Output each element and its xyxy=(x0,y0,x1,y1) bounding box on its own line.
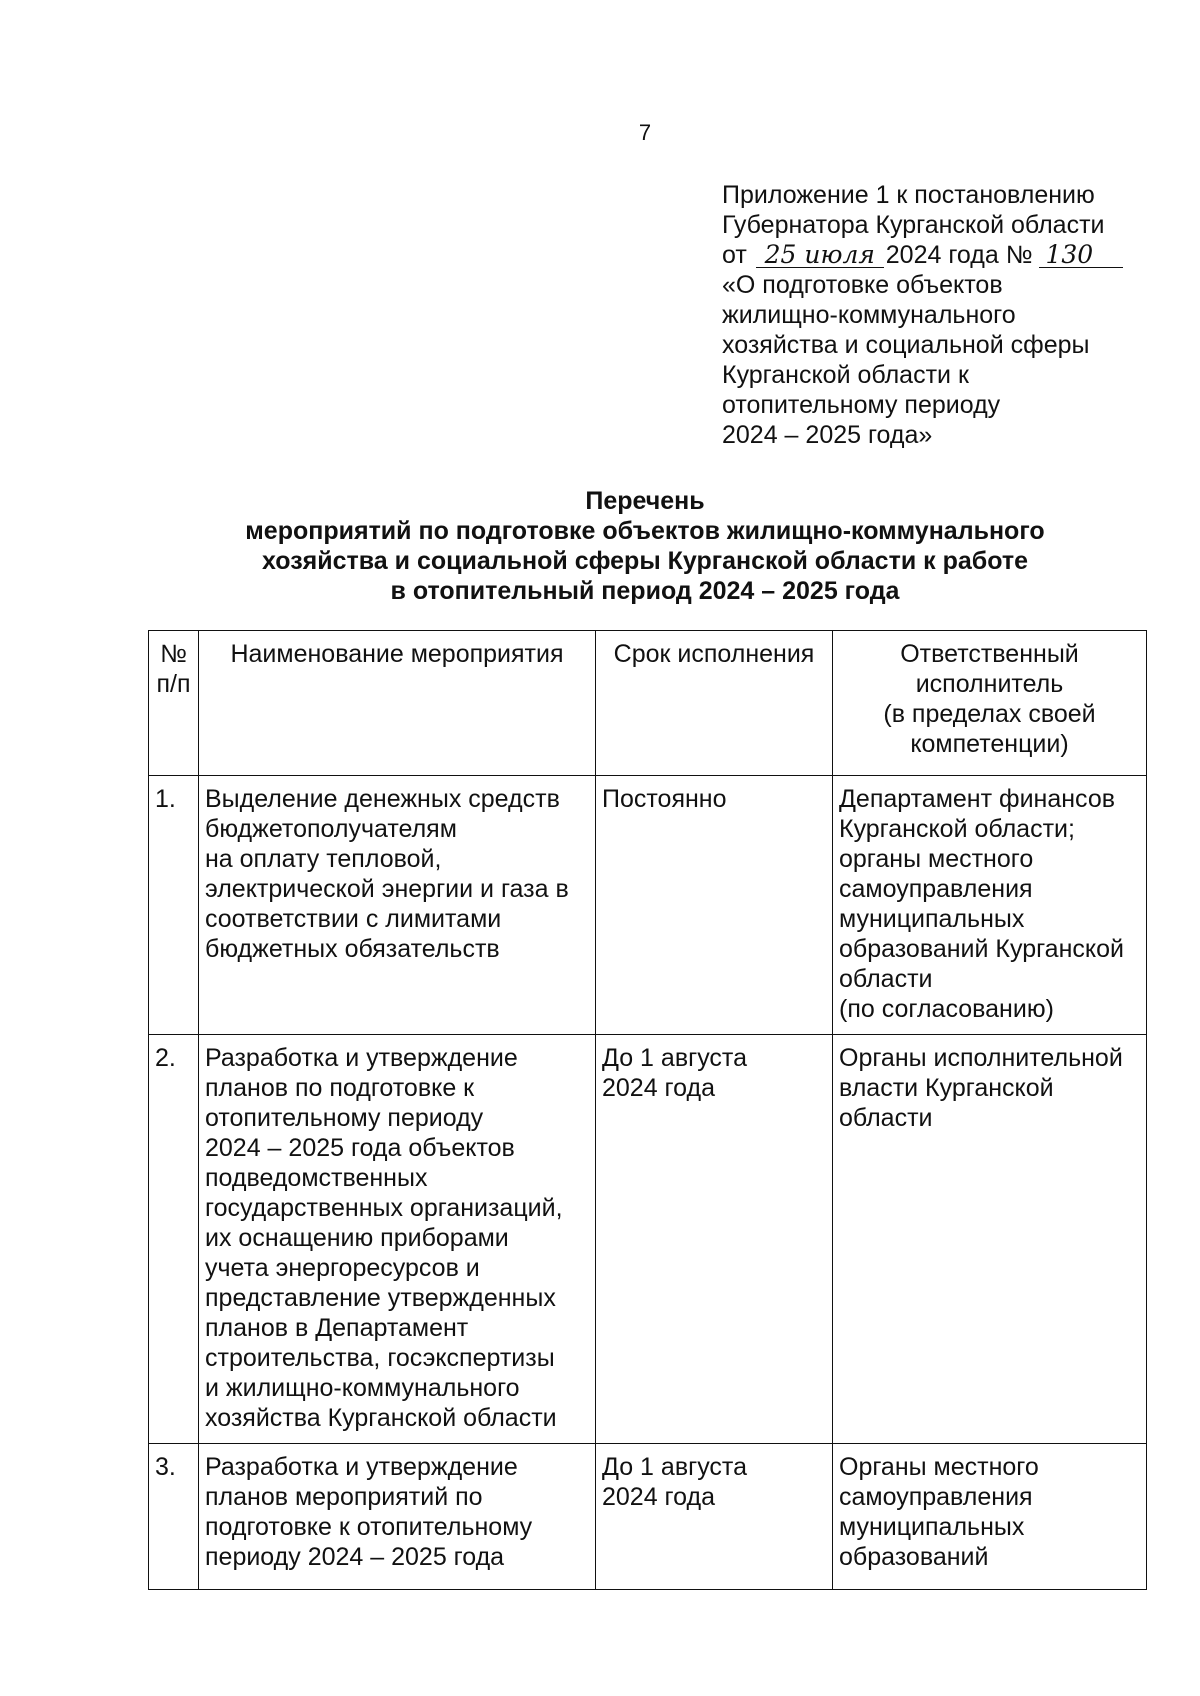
annex-title-line: отопительному периоду xyxy=(722,391,1001,419)
annex-title-line: Курганской области к xyxy=(722,361,969,389)
cell-name: Выделение денежных средств бюджетополучателям на оплату тепловой, электрической энергии и газа в соответствии с лимитами бюджетных обязательств xyxy=(199,776,596,1035)
document-heading xyxy=(120,486,1170,606)
cell-num: 2. xyxy=(149,1035,199,1444)
cell-responsible: Органы исполнительной власти Курганской области xyxy=(833,1035,1147,1444)
heading-line: мероприятий по подготовке объектов жилищно-коммунального xyxy=(245,517,1045,545)
header-name: Наименование мероприятия xyxy=(199,631,596,776)
page-number: 7 xyxy=(638,120,652,145)
table-header-row xyxy=(149,631,1147,776)
cell-name: Разработка и утверждение планов мероприятий по подготовке к отопительному периоду 2024 – 2025 года xyxy=(199,1444,596,1590)
annex-title-line: жилищно-коммунального xyxy=(722,301,1016,329)
handwritten-date: 25 июля xyxy=(756,243,884,268)
handwritten-number: 130 xyxy=(1039,243,1123,268)
table-row xyxy=(149,776,1147,1035)
cell-responsible: Департамент финансов Курганской области; органы местного самоуправления муниципальных образований Курганской области (по согласованию) xyxy=(833,776,1147,1035)
heading-title: Перечень xyxy=(585,487,705,515)
annex-line-1: Приложение 1 к постановлению xyxy=(722,181,1095,209)
annex-date-line xyxy=(722,240,1162,270)
heading-line: в отопительный период 2024 – 2025 года xyxy=(390,577,900,605)
cell-responsible: Органы местного самоуправления муниципальных образований xyxy=(833,1444,1147,1590)
annex-year-text: 2024 года № xyxy=(885,241,1033,269)
heading-line: хозяйства и социальной сферы Курганской области к работе xyxy=(261,547,1029,575)
annex-block xyxy=(722,180,1162,450)
header-num: № п/п xyxy=(149,631,199,776)
table-row xyxy=(149,1444,1147,1590)
annex-title-line: «О подготовке объектов xyxy=(722,271,1003,299)
measures-table-wrapper xyxy=(148,630,1147,1590)
cell-num: 3. xyxy=(149,1444,199,1590)
cell-name: Разработка и утверждение планов по подготовке к отопительному периоду 2024 – 2025 года объектов подведомственных государственных организаций, их оснащению приборами учета энергоресурсов и представление утвержденных планов в Департамент строительства, госэкспертизы и жилищно-коммунального хозяйства Курганской области xyxy=(199,1035,596,1444)
cell-num: 1. xyxy=(149,776,199,1035)
annex-line-2: Губернатора Курганской области xyxy=(722,211,1105,239)
cell-deadline: Постоянно xyxy=(596,776,833,1035)
header-responsible: Ответственный исполнитель (в пределах своей компетенции) xyxy=(833,631,1147,776)
cell-deadline: До 1 августа 2024 года xyxy=(596,1444,833,1590)
table-row xyxy=(149,1035,1147,1444)
annex-date-prefix: от xyxy=(722,241,747,269)
annex-title-line: хозяйства и социальной сферы xyxy=(722,331,1090,359)
annex-title-line: 2024 – 2025 года» xyxy=(722,421,933,449)
cell-deadline: До 1 августа 2024 года xyxy=(596,1035,833,1444)
measures-table xyxy=(148,630,1147,1590)
header-deadline: Срок исполнения xyxy=(596,631,833,776)
